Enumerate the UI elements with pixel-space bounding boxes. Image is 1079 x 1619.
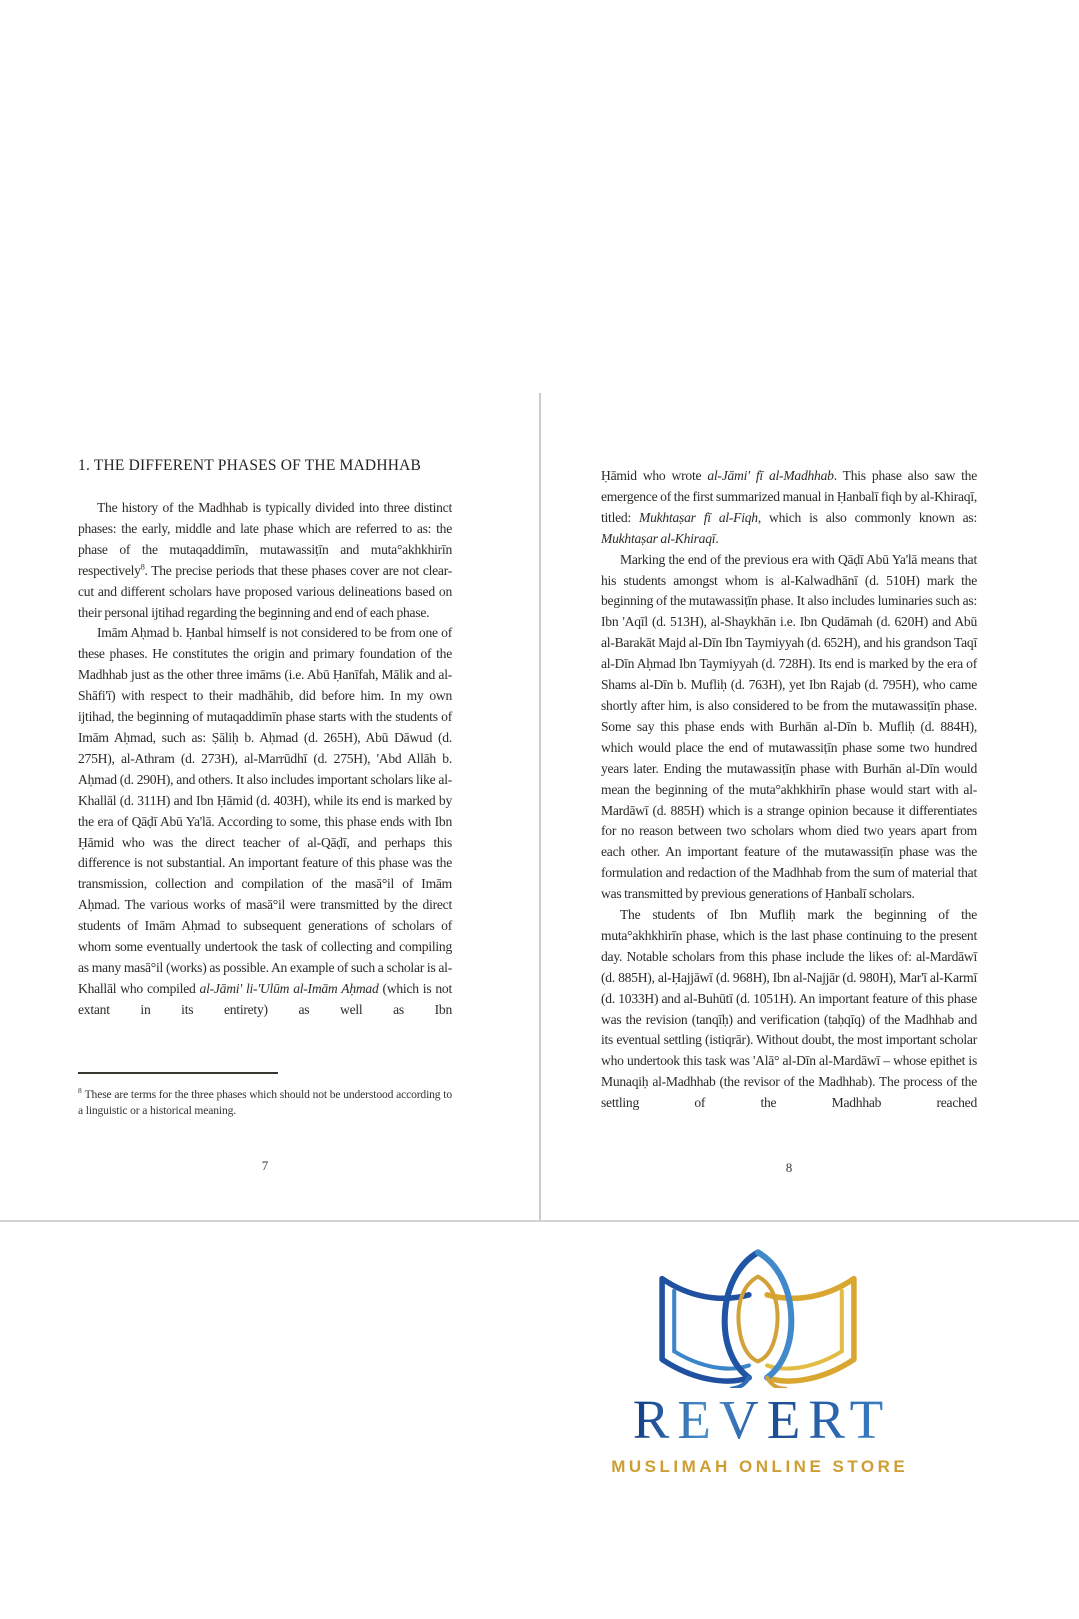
paragraph: Imām Aḥmad b. Ḥanbal himself is not considered to be from one of these phases. He constitutes the origin and primary foundation of the Madhhab just as the other three imāms (i.e. Abū Ḥanīfah, Mālik and al-Shāfi'ī) with respect to their madhāhib, did before him. In my own ijtihad, the beginning of mutaqaddimīn phase starts with the students of Imām Aḥmad, such as: Ṣāliḥ b. Aḥmad (d. 265H), Abū Dāwud (d. 275H), al-Athram (d. 273H), al-Marrūdhī (d. 275H), 'Abd Allāh b. Aḥmad (d. 290H), and others. It also includes important scholars like al-Khallāl (d. 311H) and Ibn Ḥāmid (d. 403H), while its end is marked by the era of Qāḍī Abū Ya'lā. According to some, this phase ends with Ibn Ḥāmid who was the direct teacher of al-Qāḍī, and perhaps this difference is not substantial. An important feature of this phase was the transmission, collection and compilation of the masā°il of Imām Aḥmad. The various works of masā°il were transmitted by the direct students of Imām Aḥmad to subsequent generations of scholars of whom some eventually undertook the task of collecting and compiling as many masā°il (works) as possible. An example of such a scholar is al-Khallāl who compiled al-Jāmi' li-'Ulūm al-Imām Aḥmad (which is not extant in its entirety) as well as Ibn — [78, 625, 452, 1017]
paragraph: Marking the end of the previous era with Qāḍī Abū Ya'lā means that his students amongst whom is al-Kalwadhānī (d. 510H) mark the beginning of the mutawassiṭīn phase. It also includes luminaries such as: Ibn 'Aqīl (d. 513H), al-Shaykhān i.e. Ibn Qudāmah (d. 620H) and Abū al-Barakāt Majd al-Dīn Ibn Taymiyyah (d. 652H), and his grandson Taqī al-Dīn Aḥmad Ibn Taymiyyah (d. 728H). Its end is marked by the era of Shams al-Dīn b. Mufliḥ (d. 763H), yet Ibn Rajab (d. 795H), who came shortly after him, is also considered to be from the mutawassiṭīn phase. Some say this phase ends with Burhān al-Dīn b. Mufliḥ (d. 884H), which would place the end of mutawassiṭīn phase some two hundred years later. Ending the mutawassiṭīn phase with Burhān al-Dīn would mean the beginning of the muta°akhkhirīn phase would start with al-Mardāwī (d. 885H) which is a strange opinion because it differentiates for no reason between two scholars whom died two years apart from each other. An important feature of the mutawassiṭīn phase was the formulation and redaction of the Madhhab from the sum of material that was transmitted by previous generations of Ḥanbalī scholars. — [601, 551, 977, 902]
page-divider-line — [539, 393, 541, 1221]
chapter-heading: 1. THE DIFFERENT PHASES OF THE MADHHAB — [78, 457, 422, 474]
footnote-block — [78, 1072, 452, 1118]
paragraph: The students of Ibn Mufliḥ mark the beginning of the muta°akhkhirīn phase, which is the last phase continuing to the present day. Notable scholars from this phase include the likes of: al-Mardāwī (d. 885H), al-Ḥajjāwī (d. 968H), Ibn al-Najjār (d. 980H), Mar'ī al-Karmī (d. 1033H) and al-Buhūtī (d. 1051H). An important feature of this phase was the revision (tanqīḥ) and verification (taḥqīq) of the Madhhab and its eventual settling (istiqrār). Without doubt, the most important scholar who undertook this task was 'Alā° al-Dīn al-Mardāwī – whose epithet is Munaqiḥ al-Madhhab (the revisor of the Madhhab). The process of the settling of the Madhhab reached — [601, 907, 977, 1111]
left-page-body — [78, 498, 452, 1021]
page-number-right: 8 — [785, 1160, 793, 1175]
right-page-body — [601, 466, 977, 1114]
page-number-left: 7 — [261, 1158, 269, 1173]
open-book-hijab-icon — [652, 1246, 864, 1388]
footnote-rule — [78, 1072, 278, 1074]
right-page — [601, 466, 977, 1114]
footnote — [78, 1083, 452, 1118]
brand-name: REVERT — [577, 1392, 939, 1448]
paragraph: Ḥāmid who wrote al-Jāmi' fī al-Madhhab. This phase also saw the emergence of the first summarized manual in Ḥanbalī fiqh by al-Khiraqī, titled: Mukhtaṣar fī al-Fiqh, which is also commonly known as: Mukhtaṣar al-Khiraqī. — [601, 468, 977, 546]
footnote-marker: 8 — [78, 1086, 82, 1095]
paragraph: The history of the Madhhab is typically divided into three distinct phases: the early, middle and late phase which are referred to as: the phase of the mutaqaddimīn, mutawassiṭīn and muta°akhkhirīn respectively$^8$. The precise periods that these phases cover are not clear-cut and different scholars have proposed various delineations based on their personal ijtihad regarding the beginning and end of each phase. — [78, 500, 452, 620]
brand-tagline: MUSLIMAH ONLINE STORE — [611, 1457, 909, 1476]
spread-bottom-edge — [0, 1220, 1079, 1222]
footnote-text: These are terms for the three phases which should not be understood according to a linguistic or a historical meaning. — [78, 1087, 452, 1117]
store-logo — [577, 1246, 939, 1477]
left-page — [78, 457, 452, 1021]
